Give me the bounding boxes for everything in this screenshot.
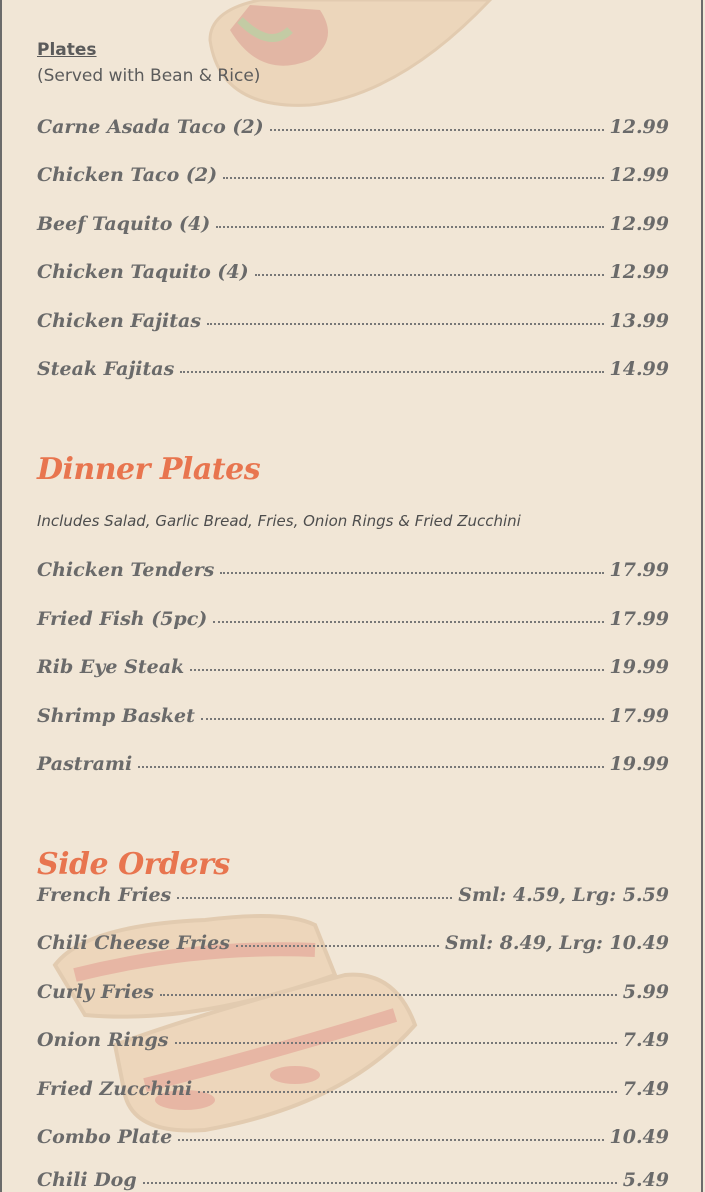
dot-leader [220, 572, 603, 574]
dot-leader [223, 177, 603, 179]
item-name: Chili Dog [37, 1169, 137, 1191]
menu-item [37, 975, 669, 1003]
item-price: 7.49 [622, 1029, 669, 1051]
item-price: 19.99 [609, 656, 669, 678]
item-price: 13.99 [609, 310, 669, 332]
dot-leader [175, 1042, 617, 1044]
menu-item [37, 699, 669, 727]
item-name: Carne Asada Taco (2) [37, 116, 264, 138]
menu-item [37, 602, 669, 630]
item-name: Beef Taquito (4) [37, 213, 211, 235]
dot-leader [190, 669, 603, 671]
menu-item [37, 878, 669, 906]
menu-item [37, 1023, 669, 1051]
item-name: Chicken Fajitas [37, 310, 202, 332]
item-name: Chicken Tenders [37, 559, 215, 581]
dot-leader [270, 129, 604, 131]
dot-leader [160, 994, 617, 996]
dot-leader [138, 766, 603, 768]
menu-item [37, 650, 669, 678]
item-price: Sml: 4.59, Lrg: 5.59 [458, 884, 669, 906]
dot-leader [177, 897, 452, 899]
dot-leader [236, 945, 439, 947]
dot-leader [201, 718, 604, 720]
menu-item [37, 110, 669, 138]
dot-leader [255, 274, 604, 276]
plates-subheading: (Served with Bean & Rice) [37, 66, 261, 86]
item-name: Fried Zucchini [37, 1078, 193, 1100]
item-price: 19.99 [609, 753, 669, 775]
dot-leader [213, 621, 603, 623]
item-price: 14.99 [609, 358, 669, 380]
item-name: Onion Rings [37, 1029, 169, 1051]
dot-leader [198, 1091, 616, 1093]
menu-item [37, 1072, 669, 1100]
item-price: 17.99 [609, 559, 669, 581]
item-price: 12.99 [609, 261, 669, 283]
item-price: 5.49 [622, 1169, 669, 1191]
menu-item [37, 1163, 669, 1191]
dot-leader [180, 371, 603, 373]
item-name: Curly Fries [37, 981, 154, 1003]
plates-heading: Plates [37, 40, 97, 60]
dot-leader [207, 323, 603, 325]
item-price: 12.99 [609, 164, 669, 186]
item-name: Chili Cheese Fries [37, 932, 230, 954]
item-price: Sml: 8.49, Lrg: 10.49 [445, 932, 669, 954]
item-price: 12.99 [609, 116, 669, 138]
item-name: Shrimp Basket [37, 705, 195, 727]
item-price: 5.99 [622, 981, 669, 1003]
item-name: Fried Fish (5pc) [37, 608, 208, 630]
item-name: Chicken Taquito (4) [37, 261, 249, 283]
item-price: 17.99 [609, 608, 669, 630]
item-price: 12.99 [609, 213, 669, 235]
item-price: 17.99 [609, 705, 669, 727]
item-price: 7.49 [622, 1078, 669, 1100]
dot-leader [143, 1182, 617, 1184]
menu-item [37, 207, 669, 235]
dinner-plates-note: Includes Salad, Garlic Bread, Fries, Onion Rings & Fried Zucchini [37, 512, 521, 530]
item-name: Combo Plate [37, 1126, 173, 1148]
menu-item [37, 1120, 669, 1148]
dinner-plates-title: Dinner Plates [37, 452, 261, 487]
menu-item [37, 255, 669, 283]
menu-item [37, 553, 669, 581]
item-name: Pastrami [37, 753, 133, 775]
menu-item [37, 926, 669, 954]
dot-leader [216, 226, 603, 228]
menu-item [37, 304, 669, 332]
side-orders-title: Side Orders [37, 847, 230, 882]
menu-item [37, 158, 669, 186]
item-name: Steak Fajitas [37, 358, 175, 380]
menu-item [37, 352, 669, 380]
item-price: 10.49 [609, 1126, 669, 1148]
item-name: Chicken Taco (2) [37, 164, 218, 186]
item-name: French Fries [37, 884, 172, 906]
item-name: Rib Eye Steak [37, 656, 185, 678]
dot-leader [178, 1139, 603, 1141]
menu-item [37, 747, 669, 775]
